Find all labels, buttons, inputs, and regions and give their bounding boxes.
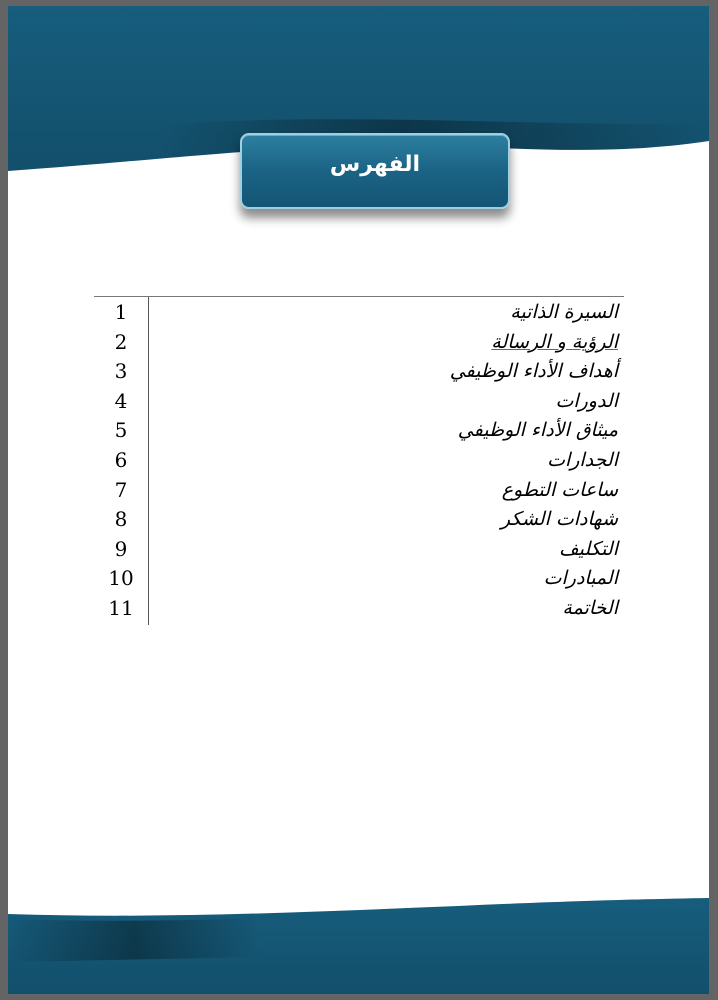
- page-title: الفهرس: [329, 151, 421, 177]
- toc-row: [94, 563, 624, 593]
- toc-entry-label: السيرة الذاتية: [510, 301, 618, 323]
- toc-row: [94, 297, 624, 327]
- toc-entry-label: أهداف الأداء الوظيفي: [449, 360, 618, 383]
- toc-page-number: 8: [114, 507, 128, 532]
- toc-entry-label: الرؤية و الرسالة: [491, 330, 618, 353]
- toc-row: [94, 386, 624, 416]
- toc-entry-label: التكليف: [559, 537, 618, 560]
- toc-entry-label: ميثاق الأداء الوظيفي: [457, 419, 618, 442]
- toc-row: [94, 356, 624, 386]
- toc-page-number: 9: [114, 536, 128, 561]
- toc-page-number: 10: [108, 566, 134, 591]
- toc-entry-label: ساعات التطوع: [501, 478, 618, 501]
- toc-row: [94, 327, 624, 357]
- toc-entry-label: الدورات: [555, 389, 618, 412]
- title-box: [240, 133, 510, 209]
- footer-band: [8, 884, 709, 994]
- toc-page-number: 7: [114, 477, 128, 502]
- toc-entry-label: المبادرات: [543, 567, 618, 590]
- toc-row: [94, 534, 624, 564]
- toc-entry-label: الخاتمة: [562, 596, 618, 619]
- toc-page-number: 11: [108, 595, 134, 620]
- document-page: [8, 6, 709, 994]
- toc-page-number: 2: [114, 329, 128, 354]
- table-of-contents: [94, 296, 624, 623]
- toc-page-number: 6: [114, 447, 128, 472]
- toc-row: [94, 504, 624, 534]
- toc-row: [94, 593, 624, 623]
- toc-page-number: 4: [114, 388, 128, 413]
- toc-row: [94, 415, 624, 445]
- toc-entry-label: الجدارات: [547, 448, 618, 471]
- toc-page-number: 1: [114, 300, 128, 324]
- toc-page-number: 5: [114, 418, 128, 443]
- toc-entry-label: شهادات الشكر: [500, 508, 618, 531]
- toc-page-number: 3: [114, 359, 128, 384]
- toc-row: [94, 445, 624, 475]
- toc-row: [94, 475, 624, 505]
